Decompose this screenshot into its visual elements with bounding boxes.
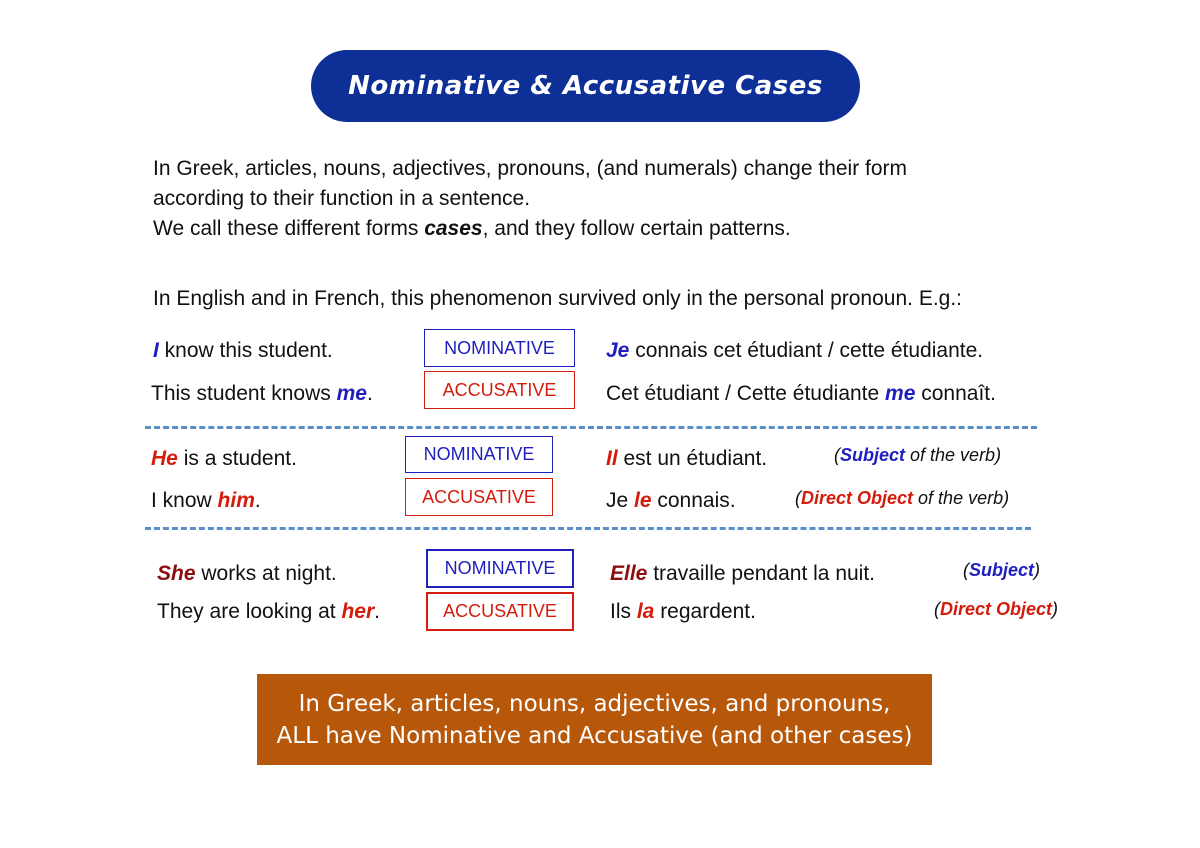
g3-english-nominative (157, 561, 337, 587)
g2-nominative-text: NOMINATIVE (423, 444, 535, 464)
divider-2 (145, 527, 1031, 530)
g1-en-pronoun-me: me (336, 382, 367, 405)
g3-fr-pronoun-elle: Elle (610, 562, 648, 585)
g3-en2-pre: They are looking at (157, 600, 342, 623)
g2-english-nominative (151, 446, 297, 472)
g2-note2-direct-object: Direct Object (801, 488, 914, 508)
g3-en2-post: . (374, 600, 380, 623)
g3-french-nominative (610, 561, 875, 587)
g1-nominative-text: NOMINATIVE (444, 337, 555, 358)
g2-english-accusative (151, 488, 261, 514)
g3-nominative-label (426, 549, 574, 588)
g3-fr2-pre: Ils (610, 600, 637, 623)
g1-french-accusative (606, 381, 996, 407)
g1-en2-post: . (366, 382, 373, 405)
g2-direct-object-note (795, 486, 1009, 510)
g3-fr2-post: regardent. (654, 600, 756, 623)
g2-en-pronoun-him: him (217, 489, 255, 512)
g2-fr-pronoun-il: Il (606, 447, 618, 470)
g3-note1-open: ( (963, 560, 969, 580)
g3-subject-note (963, 558, 1040, 582)
g3-en1-rest: works at night. (195, 562, 337, 585)
g1-en2-pre: This student knows (151, 382, 337, 405)
g1-fr-pronoun-me: me (885, 382, 916, 405)
g2-subject-note (834, 443, 1001, 467)
g1-en-pronoun-i: I (153, 339, 159, 362)
g1-english-nominative (153, 338, 333, 364)
intro-line-3-before: We call these different forms (153, 217, 425, 240)
intro-line-1: In Greek, articles, nouns, adjectives, pronouns, (and numerals) change their form (153, 157, 908, 180)
g1-accusative-text: ACCUSATIVE (442, 379, 557, 400)
g1-accusative-label (424, 371, 575, 409)
g3-en-pronoun-she: She (157, 562, 196, 585)
g3-en-pronoun-her: her (341, 600, 375, 623)
g3-french-accusative (610, 599, 756, 625)
g3-english-accusative (157, 599, 380, 625)
g2-note2-open: ( (795, 488, 801, 508)
intro-line-3-after: , and they follow certain patterns. (482, 217, 791, 240)
g1-fr2-pre: Cet étudiant / Cette étudiante (606, 382, 886, 405)
g2-fr2-post: connais. (651, 489, 736, 512)
g3-accusative-label (426, 592, 574, 631)
g3-fr1-rest: travaille pendant la nuit. (647, 562, 876, 585)
g2-fr2-pre: Je (606, 489, 635, 512)
cases-term: cases (424, 217, 483, 240)
g2-nominative-label (405, 436, 553, 473)
g1-fr-pronoun-je: Je (606, 339, 630, 362)
g1-fr1-rest: connais cet étudiant / cette étudiante. (629, 339, 984, 362)
g3-fr-pronoun-la: la (636, 600, 655, 623)
g1-fr2-post: connaît. (915, 382, 996, 405)
g3-note1-subject: Subject (969, 560, 1035, 580)
g3-note1-close: ) (1034, 560, 1041, 580)
divider-1 (145, 426, 1037, 429)
g3-note2-open: ( (934, 599, 940, 619)
g2-en-pronoun-he: He (151, 447, 178, 470)
g1-en1-rest: know this student. (158, 339, 333, 362)
g2-note1-open: ( (834, 445, 840, 465)
intro-paragraph (153, 154, 1053, 244)
g2-french-nominative (606, 446, 767, 472)
g2-note2-rest: of the verb) (913, 488, 1010, 508)
g2-fr-pronoun-le: le (634, 489, 652, 512)
title-text: Nominative & Accusative Cases (348, 71, 823, 101)
g2-note1-subject: Subject (840, 445, 906, 465)
intro-example-line: In English and in French, this phenomenon survived only in the personal pronoun. E.g.: (153, 287, 963, 310)
summary-line-1: In Greek, articles, nouns, adjectives, and pronouns, (298, 690, 891, 717)
intro-line-3 (153, 214, 1053, 244)
g3-nominative-text: NOMINATIVE (444, 558, 556, 578)
g2-en1-rest: is a student. (177, 447, 297, 470)
g2-fr1-rest: est un étudiant. (617, 447, 768, 470)
g2-accusative-label (405, 478, 553, 516)
g1-french-nominative (606, 338, 983, 364)
g3-note2-direct-object: Direct Object (940, 599, 1053, 619)
g2-french-accusative (606, 488, 736, 514)
g2-note1-rest: of the verb) (905, 445, 1002, 465)
g3-note2-close: ) (1052, 599, 1059, 619)
g3-direct-object-note (934, 597, 1058, 621)
g3-accusative-text: ACCUSATIVE (443, 601, 557, 621)
intro-line-2: according to their function in a sentence. (153, 187, 531, 210)
g2-en2-post: . (254, 489, 261, 512)
summary-line-2: ALL have Nominative and Accusative (and other cases) (276, 722, 913, 749)
g2-accusative-text: ACCUSATIVE (422, 486, 536, 507)
g2-en2-pre: I know (151, 489, 218, 512)
g1-english-accusative (151, 381, 373, 407)
summary-box (257, 674, 932, 765)
page-title (311, 50, 860, 122)
g1-nominative-label (424, 329, 575, 367)
